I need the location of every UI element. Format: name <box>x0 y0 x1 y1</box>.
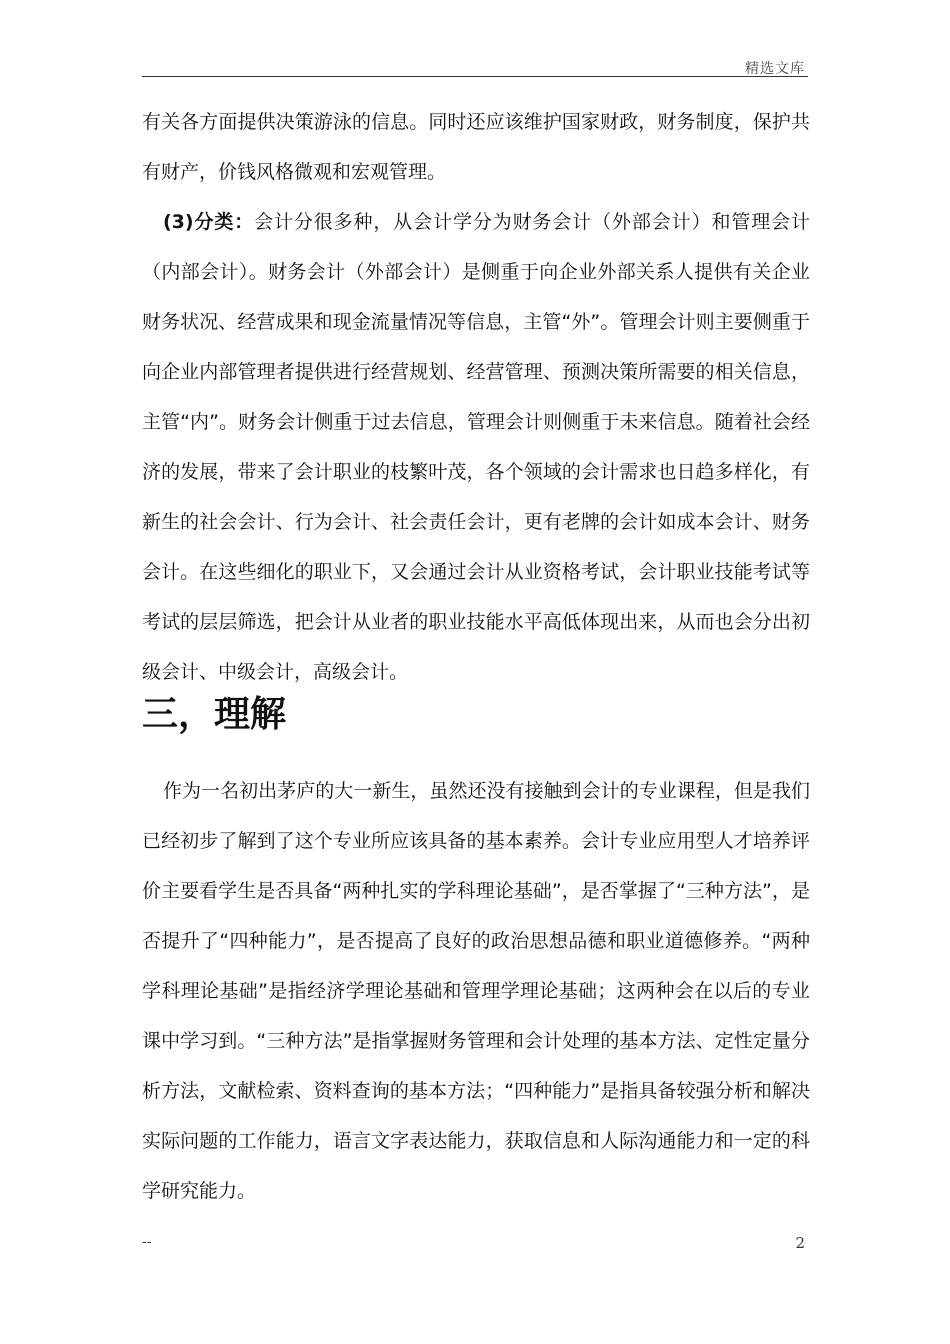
paragraph-classification <box>142 197 810 697</box>
paragraph-continuation: 有关各方面提供决策游泳的信息。同时还应该维护国家财政，财务制度，保护共有财产，价钱风格微观和宏观管理。 <box>142 111 810 183</box>
classification-text: 会计分很多种，从会计学分为财务会计（外部会计）和管理会计（内部会计）。财务会计（外部会计）是侧重于向企业外部关系人提供有关企业财务状况、经营成果和现金流量情况等信息，主管“外”。管理会计则主要侧重于向企业内部管理者提供进行经营规划、经营管理、预测决策所需要的相关信息，主管“内”。财务会计侧重于过去信息，管理会计则侧重于未来信息。随着社会经济的发展，带来了会计职业的枝繁叶茂，各个领域的会计需求也日趋多样化，有新生的社会会计、行为会计、社会责任会计，更有老牌的会计如成本会计、财务会计。在这些细化的职业下，又会通过会计从业资格考试，会计职业技能考试等考试的层层筛选，把会计从业者的职业技能水平高低体现出来，从而也会分出初级会计、中级会计，高级会计。 <box>142 211 810 683</box>
header-label: 精选文库 <box>745 61 805 77</box>
section-heading: 三，理解 <box>142 694 287 735</box>
footer-mark: -- <box>142 1234 152 1250</box>
page-number: 2 <box>795 1234 805 1252</box>
paragraph-understanding: 作为一名初出茅庐的大一新生，虽然还没有接触到会计的专业课程，但是我们已经初步了解到了这个专业所应该具备的基本素养。会计专业应用型人才培养评价主要看学生是否具备“两种扎实的学科理论基础”，是否掌握了“三种方法”，是否提升了“四种能力”，是否提高了良好的政治思想品德和职业道德修养。“两种学科理论基础”是指经济学理论基础和管理学理论基础；这两种会在以后的专业课中学习到。“三种方法”是指掌握财务管理和会计处理的基本方法、定性定量分析方法，文献检索、资料查询的基本方法；“四种能力”是指具备较强分析和解决实际问题的工作能力，语言文字表达能力，获取信息和人际沟通能力和一定的科学研究能力。 <box>142 780 810 1202</box>
header-divider <box>142 76 808 77</box>
classification-label: (3)分类： <box>163 211 255 233</box>
